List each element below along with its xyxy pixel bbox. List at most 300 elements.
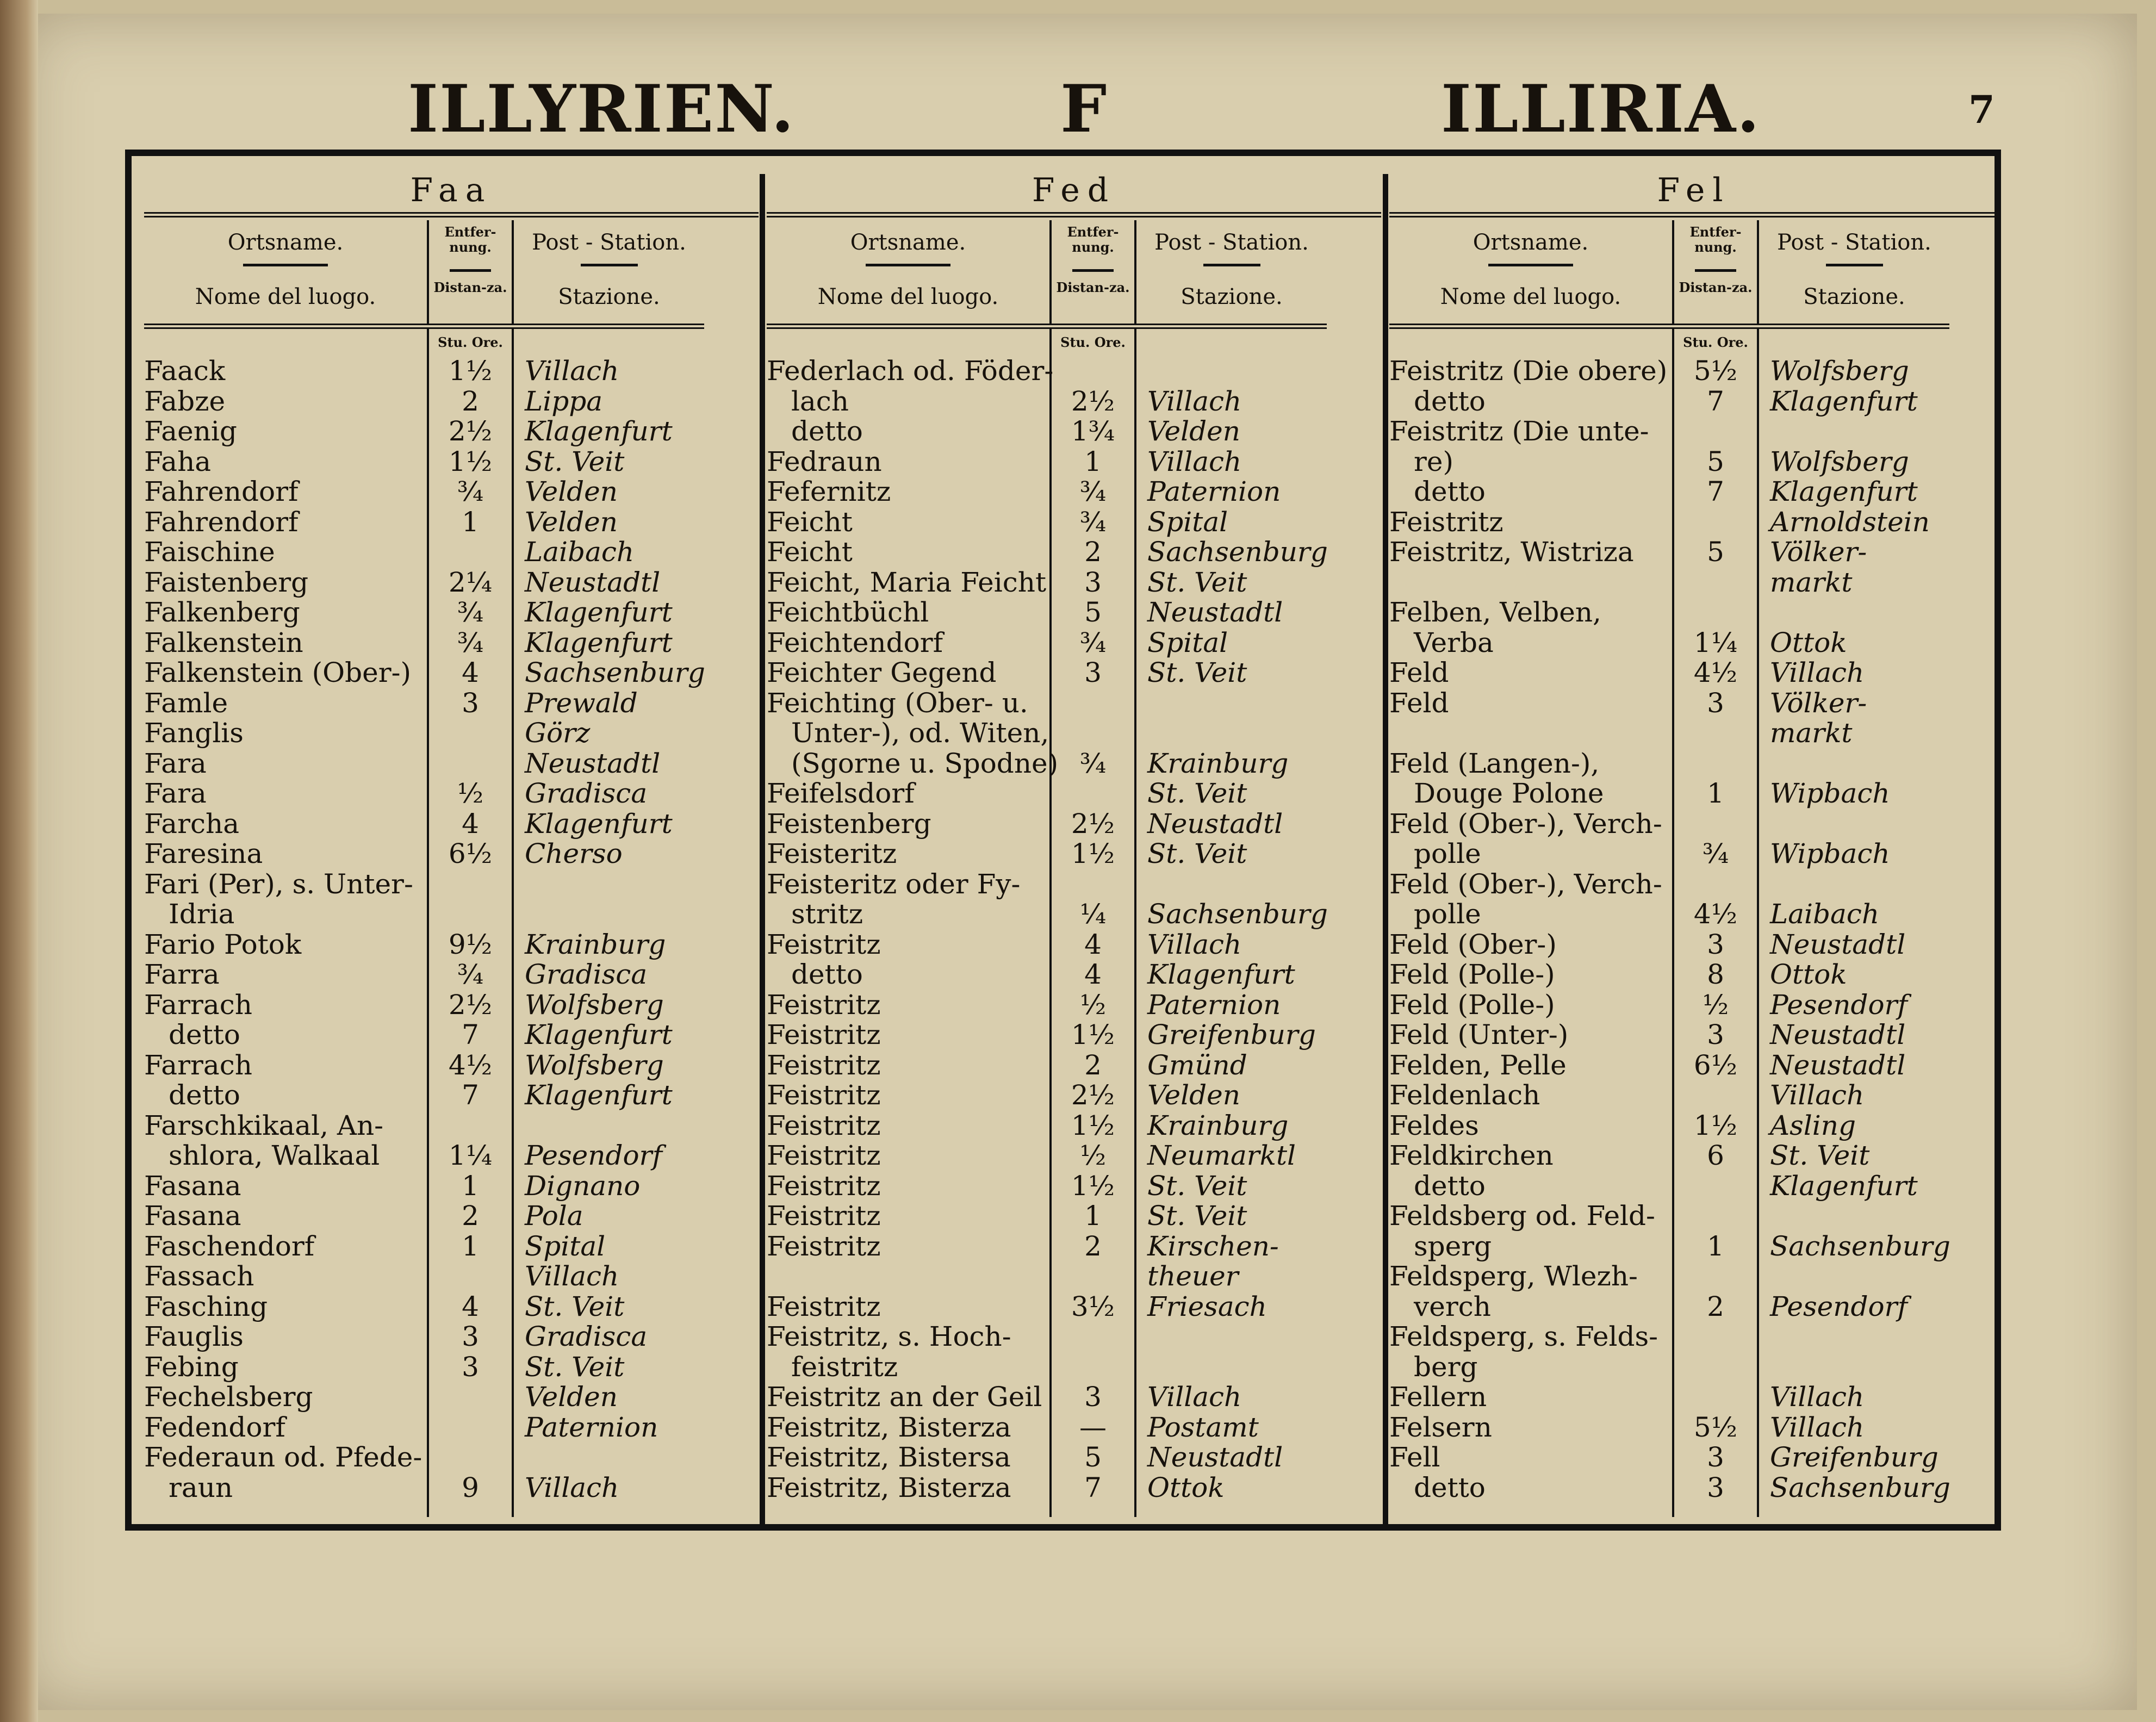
table-row <box>1389 387 1998 417</box>
distance-value: 7 <box>1707 476 1724 507</box>
place-name: Fell <box>1389 1441 1440 1473</box>
distance-value: ¼ <box>1079 898 1107 930</box>
distance-value: 6½ <box>1693 1049 1738 1081</box>
distance-value: 2½ <box>448 415 493 447</box>
table-row <box>1389 416 1998 447</box>
post-station: St. Veit <box>1147 838 1247 869</box>
table-row <box>1389 1080 1998 1111</box>
table-row <box>1389 1261 1998 1292</box>
table-row <box>144 507 759 538</box>
place-name: Fanglis <box>144 717 244 749</box>
table-row <box>144 749 759 779</box>
place-name: Farrach <box>144 1049 252 1081</box>
section-divider <box>760 174 765 1525</box>
header-post-station <box>1759 220 1949 324</box>
post-station: Neustadtl <box>1770 1049 1906 1081</box>
distance-value: ¾ <box>1079 626 1107 658</box>
place-name: lach <box>791 385 849 417</box>
post-station: St. Veit <box>525 1290 625 1322</box>
place-name: Fasana <box>144 1200 241 1232</box>
table-row <box>1389 779 1998 809</box>
distance-value: 3 <box>462 1351 479 1383</box>
place-name: Feistritz <box>767 1049 881 1081</box>
header-distance-it: Distan-za. <box>433 279 507 295</box>
distance-value: 5½ <box>1693 1411 1738 1443</box>
table-row <box>1389 1111 1998 1141</box>
post-station: Arnoldstein <box>1770 506 1930 538</box>
place-name: Fassach <box>144 1260 254 1292</box>
table-row <box>1389 598 1998 628</box>
post-station: Neustadtl <box>1770 928 1906 960</box>
post-station: Postamt <box>1147 1411 1259 1443</box>
post-station: Sachsenburg <box>1147 536 1328 568</box>
place-name: Feistritz <box>767 1200 881 1232</box>
post-station: Spital <box>1147 626 1228 658</box>
distance-value: 3 <box>1707 928 1724 960</box>
table-row <box>767 598 1381 628</box>
distance-value: 3 <box>1084 1381 1102 1413</box>
header-distance-de: Entfer-nung. <box>444 224 496 255</box>
post-station: St. Veit <box>1147 778 1247 809</box>
distance-value: 5 <box>1707 445 1724 477</box>
post-station: Paternion <box>1147 989 1281 1021</box>
distance-value: 7 <box>462 1019 479 1050</box>
column-header <box>767 220 1327 329</box>
title-german: ILLYRIEN. <box>408 71 795 147</box>
place-name: Febing <box>144 1351 239 1383</box>
table-row <box>1389 1171 1998 1202</box>
header-distance <box>427 220 514 324</box>
distance-value: 4½ <box>448 1049 493 1081</box>
post-station: Neustadtl <box>1147 1441 1283 1473</box>
post-station: theuer <box>1147 1260 1239 1292</box>
section-heading: Fed <box>767 169 1381 217</box>
section-heading: Fel <box>1389 169 1998 217</box>
title-italian: ILLIRIA. <box>1441 71 1761 147</box>
table-row <box>144 960 759 990</box>
place-name: Feicht <box>767 536 853 568</box>
post-station: Asling <box>1770 1109 1856 1141</box>
place-name: Fellern <box>1389 1381 1487 1413</box>
place-name: shlora, Walkaal <box>169 1140 380 1171</box>
table-row <box>144 1382 759 1413</box>
post-station: Villach <box>1147 928 1242 960</box>
table-row <box>767 507 1381 538</box>
table-row <box>1389 1020 1998 1050</box>
table-row <box>767 869 1381 900</box>
distance-value: 1 <box>1084 1200 1102 1232</box>
place-name: Federaun od. Pfede- <box>144 1441 422 1473</box>
table-row <box>1389 718 1998 749</box>
post-station: Pesendorf <box>1770 989 1908 1021</box>
place-name: Fari (Per), s. Unter- <box>144 868 413 900</box>
table-row <box>144 387 759 417</box>
distance-value: 1 <box>462 506 479 538</box>
distance-value: 2 <box>462 1200 479 1232</box>
table-row <box>1389 1322 1998 1352</box>
place-name: Feichter Gegend <box>767 657 997 688</box>
distance-value: 5½ <box>1693 355 1738 387</box>
header-post-de: Post - Station. <box>532 230 686 255</box>
table-row <box>144 779 759 809</box>
distance-value: 3 <box>1084 657 1102 688</box>
post-station: Prewald <box>525 687 638 719</box>
place-name: Fasching <box>144 1290 268 1322</box>
table-row <box>1389 1473 1998 1503</box>
post-station: Villach <box>1770 1079 1865 1111</box>
post-station: Ottok <box>1770 626 1847 658</box>
post-station: Velden <box>1147 415 1240 447</box>
post-station: Villach <box>1770 1381 1865 1413</box>
place-name: detto <box>1414 476 1486 507</box>
distance-value: 1 <box>462 1230 479 1262</box>
post-station: Wipbach <box>1770 838 1890 869</box>
header-rule <box>1488 264 1573 266</box>
place-name: detto <box>1414 1170 1486 1202</box>
distance-value: ¾ <box>1079 506 1107 538</box>
header-rule <box>243 264 328 266</box>
post-station: St. Veit <box>1147 566 1247 598</box>
place-name: Fara <box>144 778 207 809</box>
place-name: Falkenstein <box>144 626 303 658</box>
post-station: St. Veit <box>1147 657 1247 688</box>
table-row <box>144 718 759 749</box>
post-station: Villach <box>525 1260 619 1292</box>
post-station: Velden <box>525 476 618 507</box>
place-name: polle <box>1414 838 1481 869</box>
distance-value: 1½ <box>1693 1109 1738 1141</box>
distance-value: 1½ <box>1071 1170 1115 1202</box>
place-name: Feistritz <box>767 1079 881 1111</box>
distance-value: 1 <box>1084 445 1102 477</box>
distance-value: 5 <box>1084 596 1102 628</box>
post-station: Klagenfurt <box>525 807 673 840</box>
table-row <box>767 899 1381 930</box>
header-place-de: Ortsname. <box>227 230 344 255</box>
place-name: Feistritz (Die obere) <box>1389 355 1668 387</box>
place-name: Feistritz, Bistersa <box>767 1441 1011 1473</box>
page-number: 7 <box>1968 87 1996 132</box>
post-station: Neustadtl <box>525 566 661 598</box>
post-station: Friesach <box>1147 1290 1267 1322</box>
distance-value: 2¼ <box>448 566 493 598</box>
header-distance-it: Distan-za. <box>1056 279 1130 295</box>
table-row <box>767 779 1381 809</box>
header-post-station <box>1136 220 1327 324</box>
place-name: Fario Potok <box>144 928 302 960</box>
table-row <box>767 1111 1381 1141</box>
place-name: Farra <box>144 959 220 990</box>
distance-value: 4½ <box>1693 657 1738 688</box>
distance-value: ¾ <box>457 596 484 628</box>
table-row <box>767 718 1381 749</box>
table-row <box>767 749 1381 779</box>
place-name: Feldsberg od. Feld- <box>1389 1200 1655 1232</box>
post-station: Lippa <box>525 385 603 417</box>
table-row <box>767 1322 1381 1352</box>
header-rule <box>1072 269 1114 272</box>
post-station: Villach <box>1147 1381 1242 1413</box>
place-name: Feldsperg, s. Felds- <box>1389 1321 1658 1352</box>
table-row <box>767 1443 1381 1473</box>
table-row <box>144 1050 759 1081</box>
table-row <box>767 1261 1381 1292</box>
place-name: sperg <box>1414 1230 1492 1262</box>
place-name: Fabze <box>144 385 226 417</box>
place-name: Feisteritz <box>767 838 897 869</box>
table-row <box>1389 1050 1998 1081</box>
header-post-de: Post - Station. <box>1777 230 1931 255</box>
table-row <box>767 960 1381 990</box>
post-station: St. Veit <box>1770 1140 1870 1171</box>
post-station: Greifenburg <box>1770 1441 1938 1473</box>
table-row <box>144 899 759 930</box>
header-post-de: Post - Station. <box>1154 230 1309 255</box>
table-row <box>144 1352 759 1383</box>
distance-value: 1½ <box>1071 1019 1115 1050</box>
distance-value: 3 <box>1707 1441 1724 1473</box>
post-station: Velden <box>1147 1079 1240 1111</box>
header-rule <box>581 264 638 266</box>
post-station: Neumarktl <box>1147 1140 1296 1171</box>
post-station: Villach <box>525 1471 619 1503</box>
section-faa <box>144 169 759 1522</box>
header-post-it: Stazione. <box>1803 284 1905 309</box>
place-name: re) <box>1414 445 1453 477</box>
table-row <box>767 688 1381 719</box>
place-name: Faschendorf <box>144 1230 315 1262</box>
post-station: Krainburg <box>1147 1109 1289 1141</box>
table-row <box>767 1050 1381 1081</box>
distance-value: 1½ <box>1071 1109 1115 1141</box>
place-name: Feistritz <box>767 989 881 1021</box>
place-name: Feld (Unter-) <box>1389 1019 1569 1050</box>
distance-value: 3 <box>462 1321 479 1352</box>
header-place-name <box>1389 220 1672 324</box>
place-name: detto <box>1414 1471 1486 1503</box>
post-station: Sachsenburg <box>1147 898 1328 930</box>
place-name: Feld <box>1389 657 1449 688</box>
table-row <box>767 628 1381 658</box>
table-row <box>1389 1141 1998 1171</box>
table-row <box>1389 960 1998 990</box>
post-station: Wolfsberg <box>525 1049 664 1081</box>
post-station: Neustadtl <box>1147 807 1283 840</box>
table-row <box>1389 688 1998 719</box>
post-station: Sachsenburg <box>525 657 705 688</box>
table-row <box>767 839 1381 869</box>
post-station: St. Veit <box>1147 1200 1247 1232</box>
post-station: Spital <box>1147 506 1228 538</box>
place-name: Feistritz <box>1389 506 1503 538</box>
table-row <box>1389 356 1998 387</box>
table-row <box>767 930 1381 960</box>
post-station: Pesendorf <box>525 1140 662 1171</box>
table-row <box>767 658 1381 688</box>
place-name: Feisteritz oder Fy- <box>767 868 1021 900</box>
place-name: Feistritz an der Geil <box>767 1381 1042 1413</box>
header-post-it: Stazione. <box>1180 284 1283 309</box>
post-station: Paternion <box>1147 476 1281 507</box>
header-distance-de: Entfer-nung. <box>1067 224 1119 255</box>
post-station: Villach <box>525 355 619 387</box>
place-name: Feld (Polle-) <box>1389 959 1555 990</box>
place-name: Farschkikaal, An- <box>144 1109 384 1141</box>
post-station: Görz <box>525 717 591 749</box>
table-row <box>144 1232 759 1262</box>
place-name: Feld (Ober-), Verch- <box>1389 868 1662 900</box>
distance-value: ¾ <box>1079 476 1107 507</box>
distance-value: 2½ <box>448 989 493 1021</box>
place-name: Fahrendorf <box>144 506 299 538</box>
table-row <box>767 1141 1381 1171</box>
post-station: Wipbach <box>1770 778 1890 809</box>
distance-value: 3 <box>1084 566 1102 598</box>
place-name: detto <box>1414 385 1486 417</box>
place-name: Unter-), od. Witen, <box>791 717 1049 749</box>
post-station: Krainburg <box>1147 747 1289 779</box>
post-station: Neustadtl <box>525 747 661 779</box>
table-row <box>767 1352 1381 1383</box>
place-name: detto <box>169 1079 240 1111</box>
post-station: St. Veit <box>525 1351 625 1383</box>
post-station: Völker- <box>1770 536 1867 568</box>
table-row <box>1389 1443 1998 1473</box>
table-row <box>767 1413 1381 1443</box>
table-row <box>144 598 759 628</box>
place-name: Feistritz <box>767 1019 881 1050</box>
distance-value: ½ <box>457 778 484 809</box>
distance-value: 1¼ <box>1693 626 1738 658</box>
section-heading: Faa <box>144 169 759 217</box>
table-row <box>144 1111 759 1141</box>
distance-value: 1 <box>1707 778 1724 809</box>
table-row <box>1389 537 1998 568</box>
distance-value: 2 <box>1084 536 1102 568</box>
post-station: Cherso <box>525 838 623 869</box>
distance-value: 6½ <box>448 838 493 869</box>
post-station: Völker- <box>1770 687 1867 719</box>
distance-value: 3 <box>1707 1019 1724 1050</box>
place-name: Feldkirchen <box>1389 1140 1554 1171</box>
table-row <box>1389 1382 1998 1413</box>
place-name: Feicht <box>767 506 853 538</box>
post-station: Sachsenburg <box>1770 1230 1950 1262</box>
post-station: Krainburg <box>525 928 666 960</box>
distance-value: ½ <box>1079 1140 1107 1171</box>
post-station: Wolfsberg <box>525 989 664 1021</box>
distance-value: 4 <box>462 1290 479 1322</box>
place-name: Faischine <box>144 536 275 568</box>
post-station: Kirschen- <box>1147 1230 1279 1262</box>
distance-value: ½ <box>1702 989 1729 1021</box>
place-name: polle <box>1414 898 1481 930</box>
header-place-it: Nome del luogo. <box>1440 284 1621 309</box>
place-name: Feistritz <box>767 928 881 960</box>
place-name: Faack <box>144 355 226 387</box>
place-name: Federlach od. Föder- <box>767 355 1054 387</box>
post-station: Villach <box>1770 657 1865 688</box>
place-name: Fedendorf <box>144 1411 285 1443</box>
place-name: Verba <box>1414 626 1494 658</box>
place-name: Feldenlach <box>1389 1079 1540 1111</box>
place-name: raun <box>169 1471 233 1503</box>
table-row <box>144 1201 759 1232</box>
distance-value: ¾ <box>457 959 484 990</box>
place-name: Feld <box>1389 687 1449 719</box>
post-station: Villach <box>1147 385 1242 417</box>
header-distance-it: Distan-za. <box>1679 279 1753 295</box>
place-name: Feld (Ober-) <box>1389 928 1557 960</box>
place-name: Feicht, Maria Feicht <box>767 566 1047 598</box>
entry-list <box>144 356 759 1503</box>
table-row <box>767 568 1381 598</box>
post-station: Klagenfurt <box>1770 1170 1918 1202</box>
post-station: Klagenfurt <box>1770 385 1918 417</box>
header-rule <box>866 264 950 266</box>
table-row <box>767 416 1381 447</box>
post-station: Greifenburg <box>1147 1019 1316 1050</box>
post-station: Klagenfurt <box>525 596 673 628</box>
post-station: Klagenfurt <box>1147 959 1295 990</box>
table-row <box>144 1141 759 1171</box>
table-row <box>767 447 1381 477</box>
distance-value: 5 <box>1084 1441 1102 1473</box>
place-name: Fauglis <box>144 1321 244 1352</box>
column-header <box>144 220 704 329</box>
table-row <box>144 1292 759 1322</box>
entry-list <box>767 356 1381 1503</box>
table-row <box>1389 1352 1998 1383</box>
place-name: Feifelsdorf <box>767 778 915 809</box>
post-station: Pesendorf <box>1770 1290 1908 1322</box>
distance-value: 5 <box>1707 536 1724 568</box>
place-name: Feistritz, Wistriza <box>1389 536 1634 568</box>
table-row <box>1389 658 1998 688</box>
table-row <box>1389 628 1998 658</box>
distance-unit-label: Stu. Ore. <box>1683 334 1748 350</box>
table-row <box>1389 1292 1998 1322</box>
post-station: Ottok <box>1147 1471 1225 1503</box>
table-row <box>144 930 759 960</box>
table-row <box>767 1382 1381 1413</box>
header-post-station <box>514 220 704 324</box>
distance-value: 9½ <box>448 928 493 960</box>
distance-value: 1½ <box>448 355 493 387</box>
distance-value: ½ <box>1079 989 1107 1021</box>
table-row <box>144 1171 759 1202</box>
post-station: Spital <box>525 1230 606 1262</box>
table-row <box>144 1261 759 1292</box>
table-row <box>144 839 759 869</box>
place-name: Fara <box>144 747 207 779</box>
section-letter: F <box>1060 71 1108 147</box>
table-row <box>1389 568 1998 598</box>
place-name: Fedraun <box>767 445 882 477</box>
table-row <box>144 416 759 447</box>
place-name: Felsern <box>1389 1411 1492 1443</box>
table-row <box>767 1232 1381 1262</box>
distance-value: 6 <box>1707 1140 1724 1171</box>
place-name: Faenig <box>144 415 237 447</box>
place-name: Fasana <box>144 1170 241 1202</box>
distance-value: ¾ <box>1079 747 1107 779</box>
post-station: Velden <box>525 1381 618 1413</box>
table-row <box>144 1413 759 1443</box>
place-name: Feldsperg, Wlezh- <box>1389 1260 1638 1292</box>
table-row <box>1389 507 1998 538</box>
distance-value: 2 <box>1084 1049 1102 1081</box>
